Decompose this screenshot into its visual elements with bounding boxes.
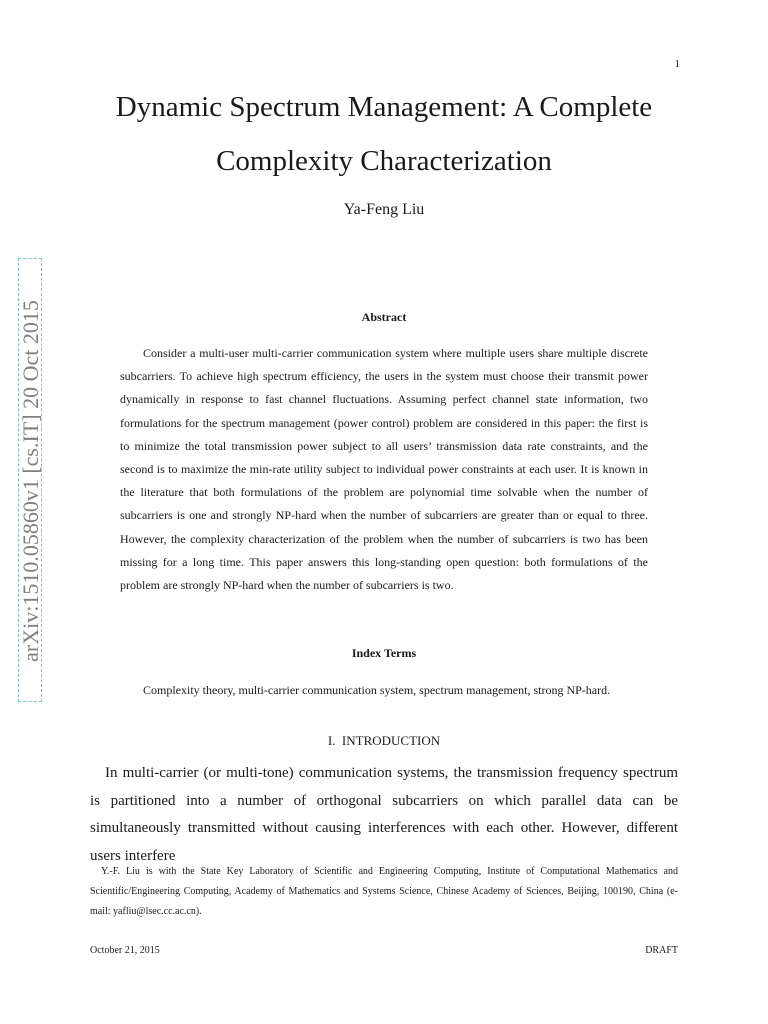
introduction-number: I. [327, 733, 336, 748]
introduction-title-rest: NTRODUCTION [346, 733, 441, 748]
introduction-text: In multi-carrier (or multi-tone) communication systems, the transmission frequency spectrum is partitioned into a number of orthogonal subcarriers on which parallel data can be simultaneously transmitted without causing interferences with each other. However, different users interfere [90, 765, 678, 864]
author-name: Ya-Feng Liu [343, 201, 425, 218]
abstract-text: Consider a multi-user multi-carrier communication system where multiple users share multiple discrete subcarriers. To achieve high spectrum efficiency, the users in the system must choose their transmit power dynamically in response to fast channel fluctuations. Assuming perfect channel state information, two formulations for the spectrum management (power control) problem are considered in this paper: the first is to minimize the total transmission power subject to all users’ transmission data rate constraints, and the second is to maximize the min-rate utility subject to individual power constraints at each user. It is known in the literature that both formulations of the problem are polynomial time solvable when the number of subcarriers is one and strongly NP-hard when the number of subcarriers are greater than or equal to three. However, the complexity characterization of the problem when the number of subcarriers is two has been missing for a long time. This paper answers this long-standing open question: both formulations of the problem are strongly NP-hard when the number of subcarriers is two. [120, 346, 648, 593]
paper-title: Dynamic Spectrum Management: A Complete Complexity Characterization [115, 91, 653, 177]
index-terms-heading: Index Terms [351, 646, 417, 660]
abstract-heading: Abstract [361, 310, 407, 324]
arxiv-stamp [18, 258, 42, 702]
author-footnote: Y.-F. Liu is with the State Key Laboratory of Scientific and Engineering Computing, Institute of Computational Mathematics and Scientific/Engineering Computing, Academy of Mathematics and Systems Science, Chinese Academy of Sciences, Beijing, 100190, China (e-mail: yafliu@lsec.cc.ac.cn). [90, 866, 678, 917]
footer-draft-label: DRAFT [645, 945, 678, 956]
introduction-heading [60, 731, 708, 751]
page-number: 1 [674, 58, 680, 70]
footer-date: October 21, 2015 [90, 945, 160, 956]
index-terms-text: Complexity theory, multi-carrier communication system, spectrum management, strong NP-hard. [143, 683, 611, 697]
arxiv-stamp-text: arXiv:1510.05860v1 [cs.IT] 20 Oct 2015 [18, 300, 43, 662]
introduction-first-letter: I [341, 733, 347, 748]
